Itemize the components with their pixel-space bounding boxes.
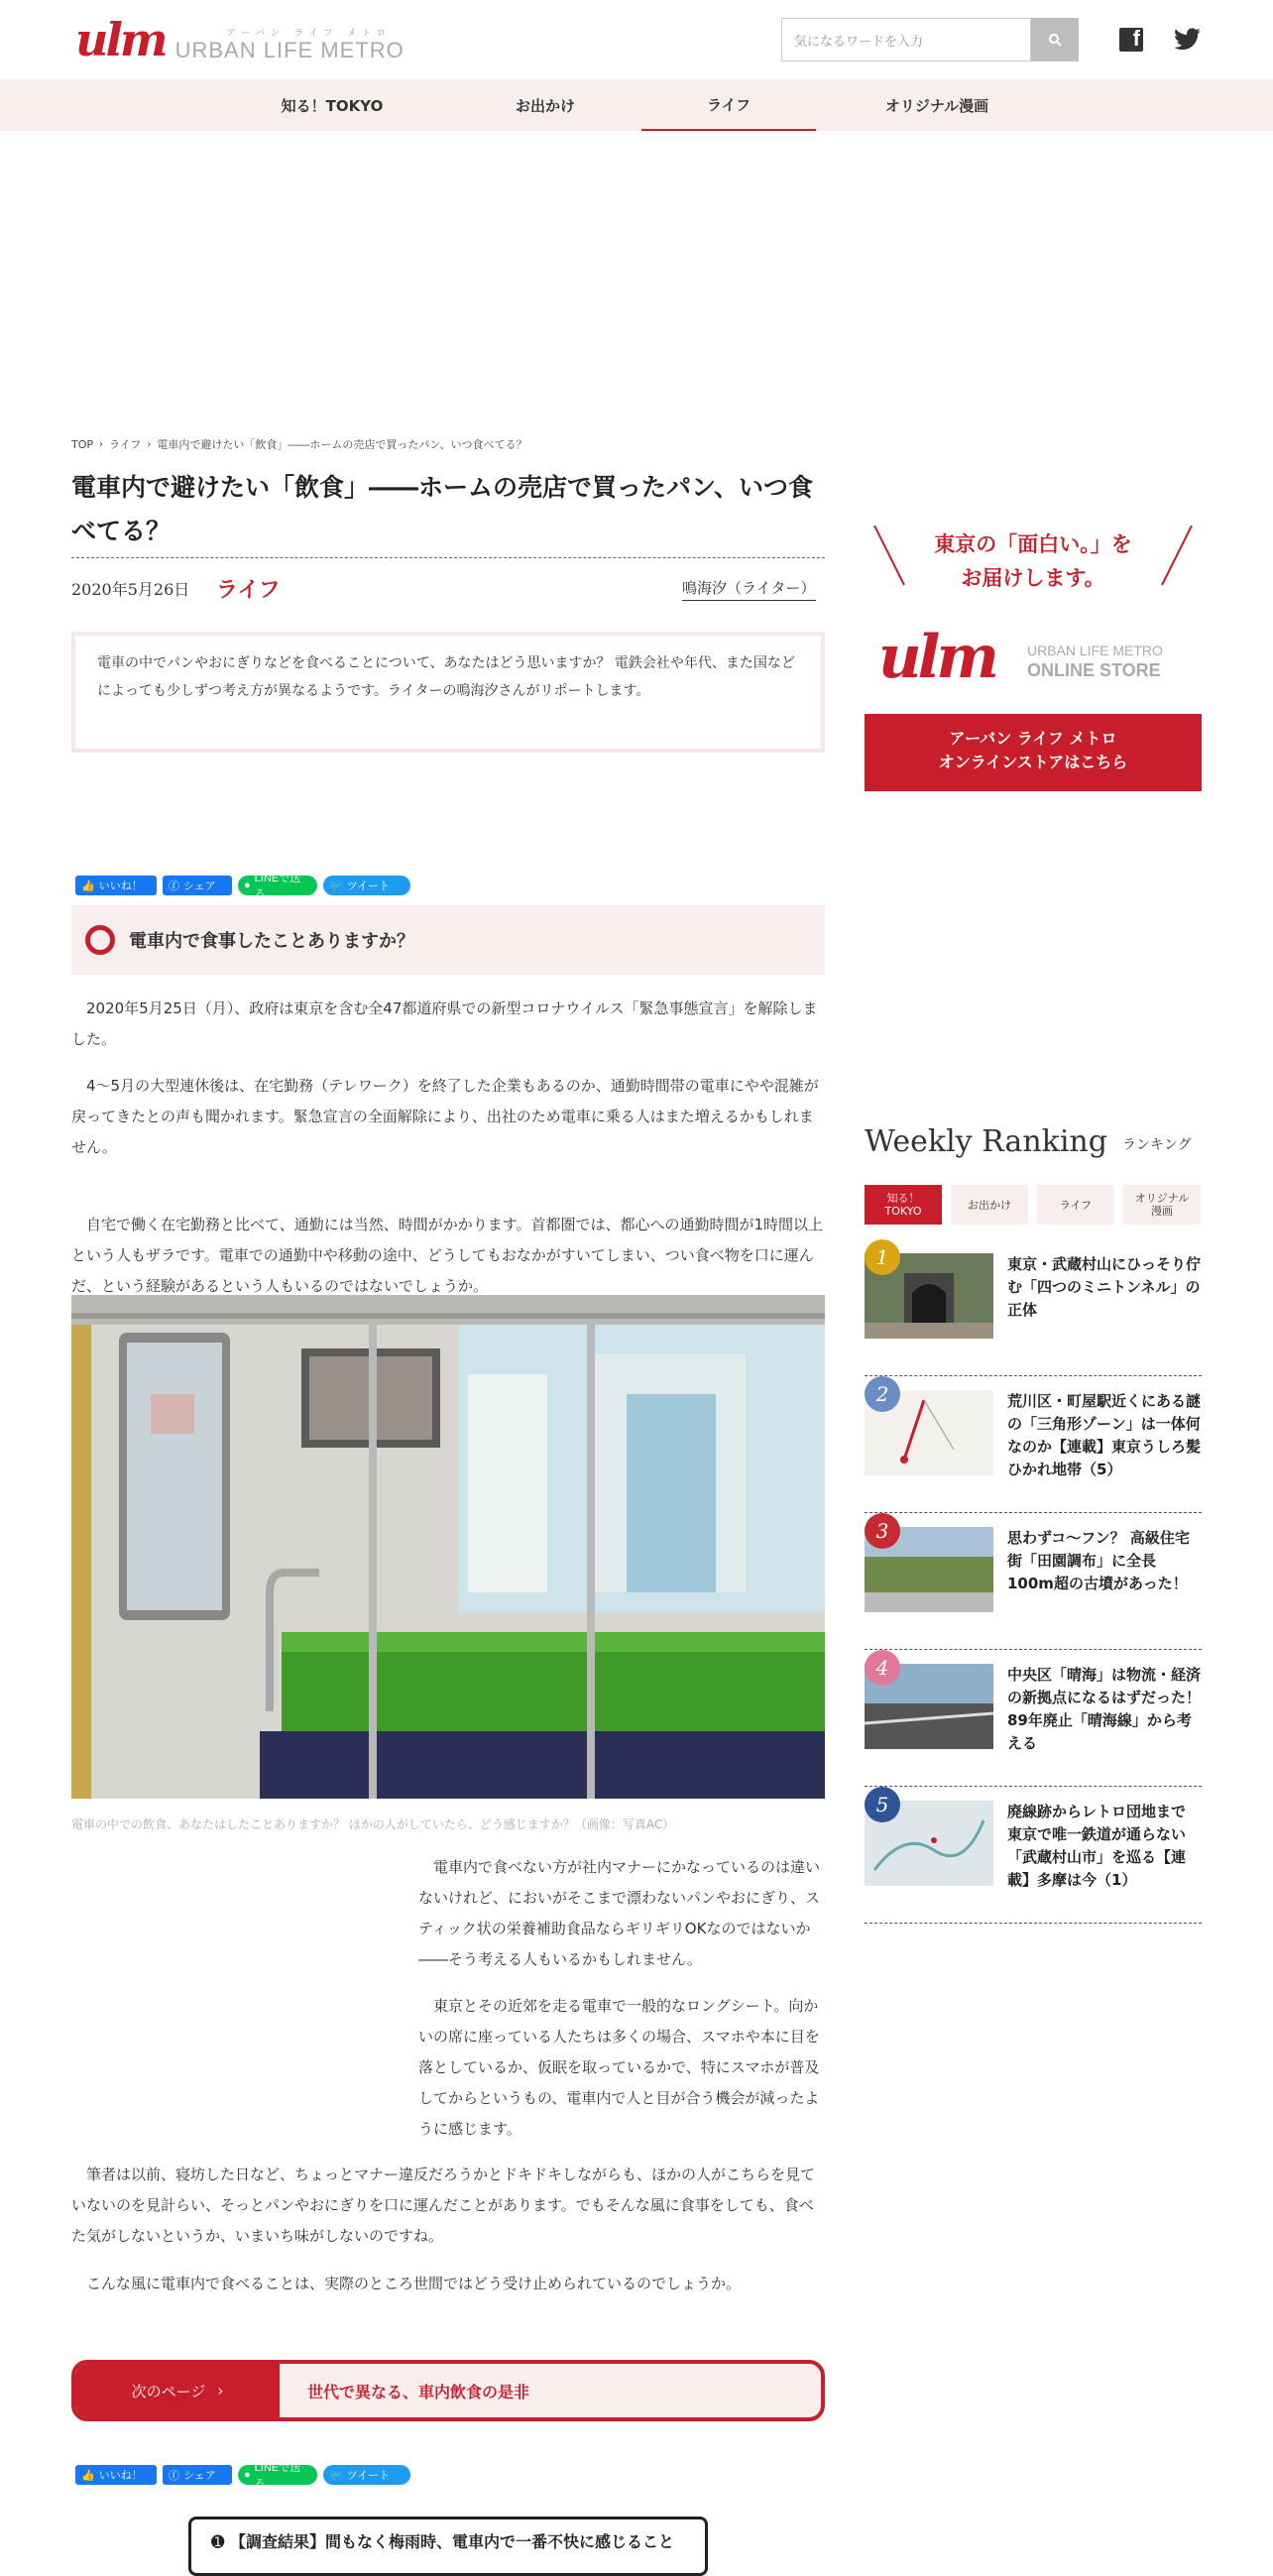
share-bar-bottom xyxy=(75,2462,410,2490)
breadcrumb xyxy=(71,436,526,452)
article-paragraph: 電車内で食べない方が社内マナーにかなっているのは違いないけれど、においがそこまで漂わないパンやおにぎり、スティック状の栄養補助食品ならギリギリOKなのではないか――そう考える人もいるかもしれません。 xyxy=(418,1858,821,1968)
article-date: 2020年5月26日 xyxy=(71,580,190,599)
article-category[interactable]: ライフ xyxy=(216,578,281,603)
store-link-button[interactable]: アーバン ライフ メトロ オンラインストアはこちら xyxy=(865,714,1202,791)
ranking-item-title: 廃線跡からレトロ団地まで 東京で唯一鉄道が通らない「武蔵村山市」を巡る【連載】多摩は今（1） xyxy=(1007,1803,1187,1889)
article-paragraph: 2020年5月25日（月）、政府は東京を含む全47都道府県での新型コロナウイルス「緊急事態宣言」を解除しました。 xyxy=(71,999,818,1048)
ranking-item-title: 東京・武蔵村山にひっそり佇む「四つのミニトンネル」の正体 xyxy=(1007,1255,1202,1319)
rank-badge: 5 xyxy=(865,1787,900,1822)
share-bar-top xyxy=(75,873,410,900)
ranking-tab-manga[interactable]: オリジナル 漫画 xyxy=(1123,1185,1201,1225)
article-author[interactable]: 鳴海汐（ライター） xyxy=(682,577,816,601)
related-article-link[interactable]: ➊ 【調査結果】間もなく梅雨時、電車内で一番不快に感じること xyxy=(188,2517,708,2576)
article-title: 電車内で避けたい「飲食」――ホームの売店で買ったパン、いつ食べてる？ xyxy=(71,473,814,545)
site-logo[interactable] xyxy=(75,13,405,66)
chevron-right-circle-icon: ➊ xyxy=(211,2532,230,2551)
ranking-tab-life[interactable]: ライフ xyxy=(1037,1185,1114,1225)
twitter-icon: 🐦 xyxy=(329,879,343,892)
thumbs-up-icon: 👍 xyxy=(81,2469,95,2482)
section-heading xyxy=(71,905,825,975)
twitter-icon: 🐦 xyxy=(329,2469,343,2482)
global-nav xyxy=(0,79,1273,131)
twitter-icon[interactable] xyxy=(1174,28,1202,52)
thumbs-up-icon: 👍 xyxy=(81,879,95,892)
breadcrumb-category[interactable]: ライフ xyxy=(109,438,142,451)
article-lead: 電車の中でパンやおにぎりなどを食べることについて、あなたはどう思いますか？ 電鉄会社や年代、また国などによっても少しずつ考え方が異なるようです。ライターの鳴海汐さんがリポートします。 xyxy=(71,632,825,753)
chevron-right-icon: › xyxy=(99,438,104,450)
nav-item-original-manga[interactable]: オリジナル漫画 xyxy=(884,96,989,115)
store-logo: ulm URBAN LIFE METRO ONLINE STORE xyxy=(878,623,1163,692)
tweet-button[interactable]: 🐦 ツイート xyxy=(323,2465,410,2485)
photo-caption: 電車の中での飲食、あなたはしたことありますか？ ほかの人がしていたら、どう感じますか？（画像：写真AC） xyxy=(71,1817,675,1831)
ranking-tab-shiru-tokyo[interactable]: 知る！ TOKYO xyxy=(865,1185,942,1225)
nav-item-shiru-tokyo[interactable]: 知る！TOKYO xyxy=(281,96,384,115)
section-heading-text: 電車内で食事したことありますか？ xyxy=(129,931,414,952)
search-icon xyxy=(1048,33,1062,47)
ranking-item-title: 思わずコ～フン？ 高級住宅街「田園調布」に全長100m超の古墳があった！ xyxy=(1007,1529,1190,1592)
facebook-icon: ⓕ xyxy=(169,880,179,892)
rank-badge: 3 xyxy=(865,1513,900,1549)
logo-kana: アーバン ライフ メトロ xyxy=(226,29,393,39)
article-photo xyxy=(71,1295,825,1799)
article-paragraph: こんな風に電車内で食べることは、実際のところ世間ではどう受け止められているのでしょうか。 xyxy=(86,2275,742,2292)
circle-icon xyxy=(85,925,115,955)
ranking-item-title: 荒川区・町屋駅近くにある謎の「三角形ゾーン」は一体何なのか【連載】東京うしろ髪ひかれ地帯（5） xyxy=(1007,1392,1202,1478)
line-share-button[interactable]: ● LINEで送る xyxy=(238,2465,317,2485)
chevron-right-icon: › xyxy=(217,2382,224,2400)
logo-name: URBAN LIFE METRO xyxy=(174,38,405,62)
facebook-share-button[interactable]: ⓕ シェア xyxy=(163,2465,232,2485)
nav-item-life[interactable]: ライフ xyxy=(641,79,816,131)
facebook-icon[interactable]: f xyxy=(1119,28,1143,52)
facebook-icon: ⓕ xyxy=(169,2470,179,2482)
line-icon: ● xyxy=(244,879,251,891)
tweet-button[interactable]: 🐦 ツイート xyxy=(323,876,410,895)
article-paragraph: 東京とその近郊を走る電車で一般的なロングシート。向かいの席に座っている人たちは多くの場合、スマホや本に目を落としているか、仮眠を取っているかで、特にスマホが普及してからというもの、電車内で人と目が合う機会が減ったように感じます。 xyxy=(418,1997,820,2138)
facebook-like-button[interactable]: 👍 いいね！ xyxy=(75,876,157,895)
next-page-label: 次のページ › xyxy=(75,2364,280,2417)
title-divider xyxy=(71,557,825,558)
facebook-share-button[interactable]: ⓕ シェア xyxy=(163,876,232,895)
breadcrumb-current: 電車内で避けたい「飲食」――ホームの売店で買ったパン、いつ食べてる？ xyxy=(157,438,527,451)
site-header xyxy=(0,0,1273,79)
ranking-item[interactable] xyxy=(865,1513,1202,1650)
article-paragraph: 自宅で働く在宅勤務と比べて、通勤には当然、時間がかかります。首都圏では、都心への通勤時間が1時間以上という人もザラです。電車での通勤中や移動の途中、どうしてもおなかがすいてしまい、つい食べ物を口に運んだ、という経験があるという人もいるのではないでしょうか。 xyxy=(71,1216,824,1295)
line-share-button[interactable]: ● LINEで送る xyxy=(238,876,317,895)
breadcrumb-top[interactable]: TOP xyxy=(71,437,94,451)
rank-badge: 1 xyxy=(865,1239,900,1275)
nav-item-odekake[interactable]: お出かけ xyxy=(515,96,575,115)
ranking-subtitle: ランキング xyxy=(1122,1137,1192,1153)
store-headline: 東京の「面白い。」を お届けします。 xyxy=(934,532,1132,590)
article-paragraph: 筆者は以前、寝坊した日など、ちょっとマナー違反だろうかとドキドキしながらも、ほかの人がこちらを見ていないのを見計らい、そっとパンやおにぎりを口に運んだことがあります。でもそんな風に食事をしても、食べた気がしないというか、いまいち味がしないのですね。 xyxy=(71,2166,816,2245)
rank-badge: 2 xyxy=(865,1376,900,1412)
logo-mark: ulm xyxy=(75,13,166,66)
ranking-tab-odekake[interactable]: お出かけ xyxy=(951,1185,1028,1225)
ranking-item[interactable] xyxy=(865,1650,1202,1787)
facebook-like-button[interactable]: 👍 いいね！ xyxy=(75,2465,157,2485)
rank-badge: 4 xyxy=(865,1650,900,1686)
line-icon: ● xyxy=(244,2469,251,2481)
ranking-item[interactable] xyxy=(865,1376,1202,1513)
next-page-title: 世代で異なる、車内飲食の是非 xyxy=(307,2382,530,2401)
ranking-title: Weekly Ranking xyxy=(865,1124,1107,1159)
search-button[interactable] xyxy=(1031,18,1079,61)
article-paragraph: 4～5月の大型連休後は、在宅勤務（テレワーク）を終了した企業もあるのか、通勤時間帯の電車にやや混雑が戻ってきたとの声も聞かれます。緊急宣言の全面解除により、出社のため電車に乗る人はまた増えるかもしれません。 xyxy=(71,1077,819,1156)
chevron-right-icon: › xyxy=(147,438,152,450)
search-input[interactable]: 気になるワードを入力 xyxy=(781,18,1031,61)
ranking-item[interactable] xyxy=(865,1787,1202,1924)
ranking-item-title: 中央区「晴海」は物流・経済の新拠点になるはずだった！ 89年廃止「晴海線」から考える xyxy=(1007,1666,1202,1752)
next-page-link[interactable] xyxy=(71,2360,825,2421)
ranking-item[interactable] xyxy=(865,1239,1202,1376)
